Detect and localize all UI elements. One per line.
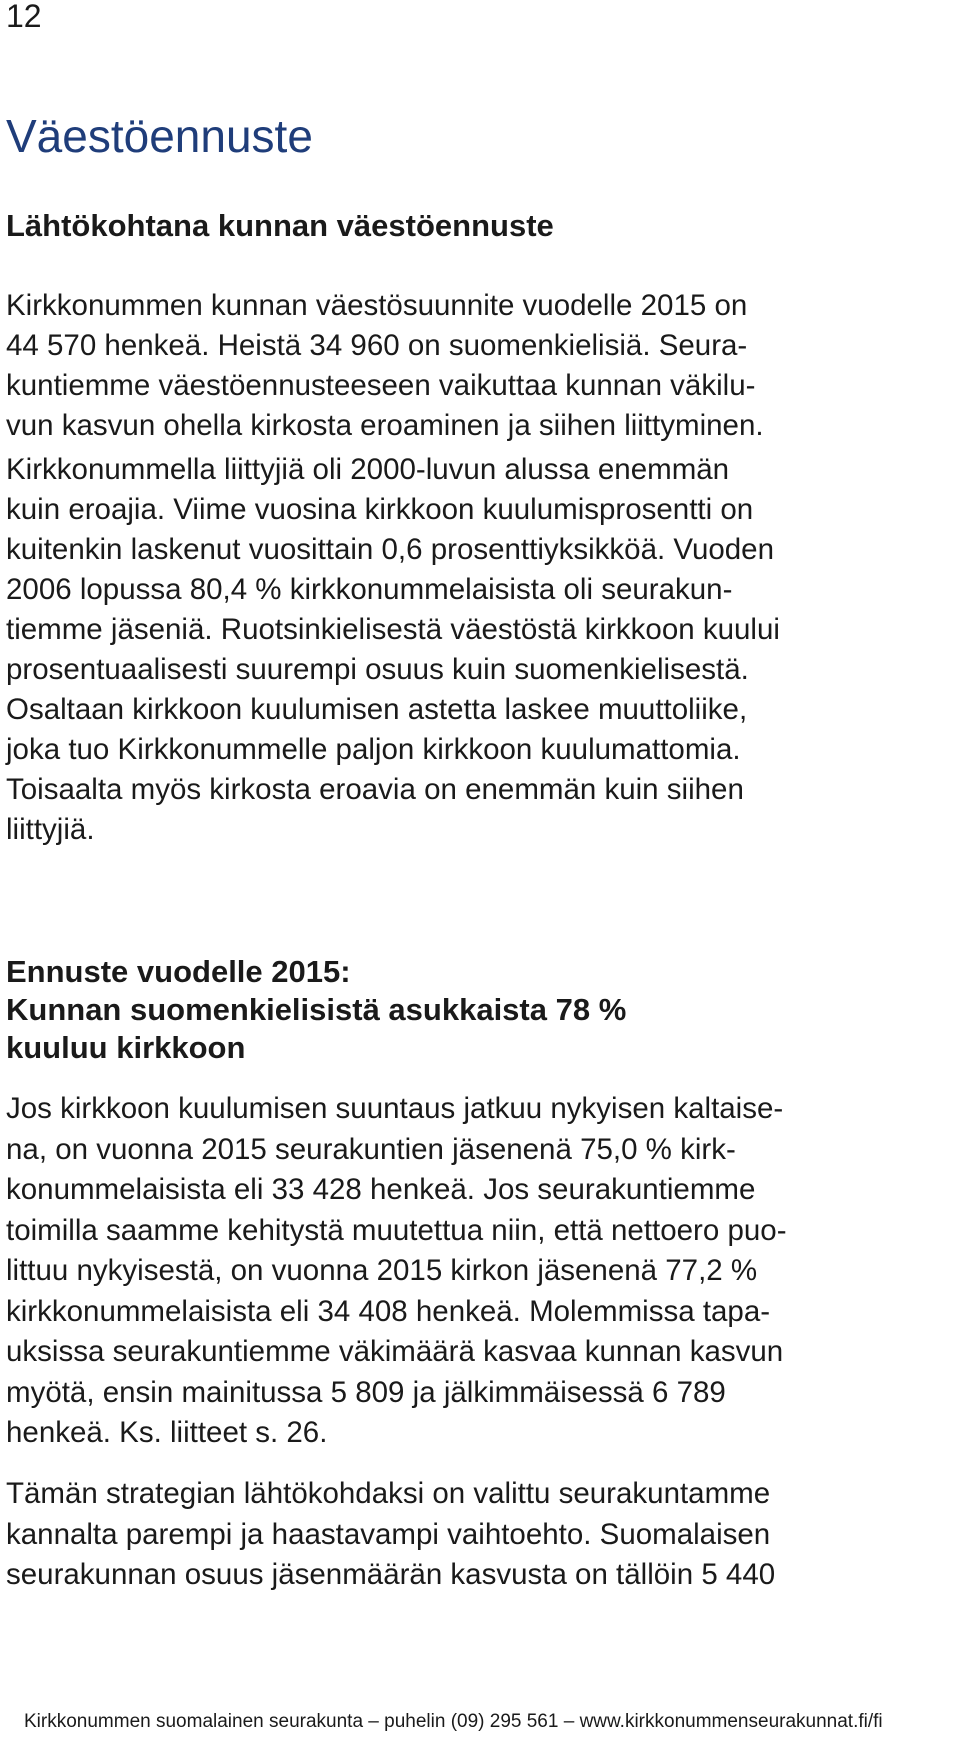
text-line: Kirkkonummen kunnan väestösuunnite vuodelle 2015 on [6,289,748,322]
text-line: kannalta parempi ja haastavampi vaihtoehto. Suomalaisen [6,1517,771,1551]
section-heading: Lähtökohtana kunnan väestöennuste [6,208,554,243]
text-line: henkeä. Ks. liitteet s. 26. [6,1416,328,1449]
text-line: toimilla saamme kehitystä muutettua niin, että nettoero puo- [6,1213,787,1247]
body-paragraph [6,1474,946,1596]
section-forecast-body-2 [6,1474,946,1596]
text-line: kuntiemme väestöennusteeseen vaikuttaa kunnan väkilu- [6,369,756,402]
text-line: vun kasvun ohella kirkosta eroaminen ja siihen liittyminen. [6,409,764,442]
text-line: Tämän strategian lähtökohdaksi on valittu seurakuntamme [6,1477,771,1510]
text-line: kuin eroajia. Viime vuosina kirkkoon kuulumisprosentti on [6,493,754,526]
text-line: joka tuo Kirkkonummelle paljon kirkkoon kuulumattomia. [6,733,741,766]
text-line: myötä, ensin mainitussa 5 809 ja jälkimmäisessä 6 789 [6,1375,726,1409]
text-line: kuitenkin laskenut vuosittain 0,6 prosenttiyksikköä. Vuoden [6,533,774,566]
text-line: Jos kirkkoon kuulumisen suuntaus jatkuu nykyisen kaltaise- [6,1092,784,1125]
text-line: uksissa seurakuntiemme väkimäärä kasvaa kunnan kasvun [6,1335,784,1368]
text-line: littuu nykyisestä, on vuonna 2015 kirkon jäsenenä 77,2 % [6,1254,758,1287]
page-title: Väestöennuste [6,110,313,162]
heading-line: kuuluu kirkkoon [6,1030,246,1065]
text-line: Osaltaan kirkkoon kuulumisen astetta laskee muuttoliike, [6,693,748,726]
text-line: tiemme jäseniä. Ruotsinkielisestä väestöstä kirkkoon kuului [6,613,780,646]
text-line: kirkkonummelaisista eli 34 408 henkeä. Molemmissa tapa- [6,1294,771,1328]
page-number: 12 [6,0,42,34]
page-footer: Kirkkonummen suomalainen seurakunta – puhelin (09) 295 561 – www.kirkkonummenseurakunnat.fi/fi [24,1711,883,1732]
text-line: Toisaalta myös kirkosta eroavia on enemmän kuin siihen [6,773,744,806]
text-line: seurakunnan osuus jäsenmäärän kasvusta on tällöin 5 440 [6,1558,776,1591]
text-line: Kirkkonummella liittyjiä oli 2000-luvun alussa enemmän [6,453,730,486]
section-intro [6,207,946,245]
section-forecast-body [6,1089,946,1454]
section-forecast [6,953,946,1067]
text-line: 44 570 henkeä. Heistä 34 960 on suomenkielisiä. Seura- [6,329,748,362]
text-line: 2006 lopussa 80,4 % kirkkonummelaisista oli seurakun- [6,573,733,606]
heading-line: Kunnan suomenkielisistä asukkaista 78 % [6,992,627,1027]
text-line: na, on vuonna 2015 seurakuntien jäsenenä 75,0 % kirk- [6,1132,736,1166]
body-paragraph [6,286,946,446]
heading-line: Ennuste vuodelle 2015: [6,954,351,989]
text-line: prosentuaalisesti suurempi osuus kuin suomenkielisestä. [6,653,749,686]
section-intro-body-2 [6,450,946,850]
body-paragraph [6,450,946,850]
text-line: konummelaisista eli 33 428 henkeä. Jos seurakuntiemme [6,1173,756,1206]
text-line: liittyjiä. [6,813,95,846]
section-heading [6,953,946,1067]
section-intro-body [6,286,946,446]
body-paragraph [6,1089,946,1454]
